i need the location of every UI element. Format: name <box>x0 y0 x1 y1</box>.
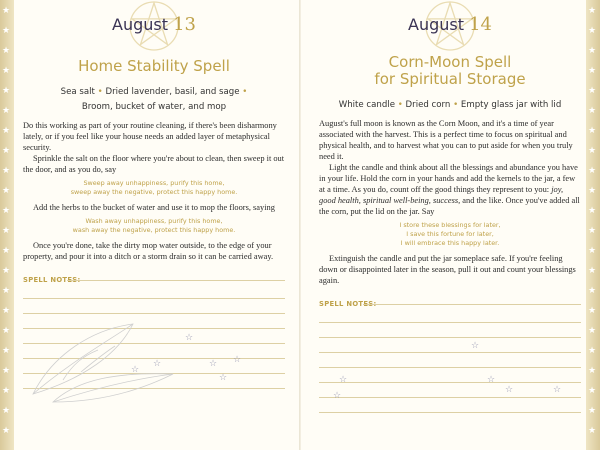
star-icon: ★ <box>588 266 597 276</box>
star-icon: ★ <box>2 326 11 336</box>
bullet-dot: • <box>453 100 459 110</box>
star-icon: ☆ <box>487 375 496 385</box>
ingredients-list <box>319 98 581 113</box>
paragraph: August's full moon is known as the Corn Moon, and it's a time of year associated with the harvest. This is a perfect time to focus on spiritual and physical health, and to harvest what you can to put aside for when you truly need it. <box>319 119 573 161</box>
star-icon: ★ <box>588 286 597 296</box>
leaf-stars-decoration <box>23 284 285 404</box>
date-month: August <box>408 15 464 34</box>
star-icon: ★ <box>588 366 597 376</box>
paragraph: Sprinkle the salt on the floor where you're about to clean, then sweep it out the door, and as you do, say <box>23 154 285 174</box>
chant-line: Wash away unhappiness, purify this home, <box>85 217 223 225</box>
star-icon: ★ <box>588 426 597 436</box>
chant <box>319 221 581 248</box>
star-icon: ☆ <box>339 375 348 385</box>
star-icon: ★ <box>588 6 597 16</box>
paragraph: Once you're done, take the dirty mop water outside, to the edge of your property, and pour it into a ditch or a storm drain so it can be carried away. <box>23 241 274 261</box>
star-icon: ★ <box>588 166 597 176</box>
paragraph-italic: joy, good health, spiritual well-being, success, <box>319 185 564 205</box>
star-icon: ★ <box>2 266 11 276</box>
paragraph: Extinguish the candle and put the jar someplace safe. If you're feeling down or disappointed later in the season, pull it out and count your blessings again. <box>319 254 576 285</box>
paragraph-text: Light the candle and think about all the blessings and abundance you have in your life. Hold the corn in your hands and add the kernels to the jar, a few at a time. As you do, count off the good things they represent to you: <box>319 163 578 194</box>
paragraph-text: and the like. Once you've added all the corn, put the lid on the jar. Say <box>319 196 580 216</box>
chant-line: wash away the negative, protect this happy home. <box>72 226 236 234</box>
date-header <box>319 0 581 50</box>
star-icon: ★ <box>588 126 597 136</box>
note-line <box>363 304 581 305</box>
bullet-dot: • <box>97 87 103 97</box>
star-icon: ★ <box>2 86 11 96</box>
star-icon: ★ <box>2 386 11 396</box>
chant-line: I save this fortune for later, <box>406 230 494 238</box>
star-icon: ★ <box>588 86 597 96</box>
ingredient: Dried corn <box>405 100 451 110</box>
star-icon: ★ <box>2 406 11 416</box>
star-icon: ☆ <box>153 359 162 369</box>
star-icon: ★ <box>588 46 597 56</box>
star-icon: ★ <box>588 326 597 336</box>
chant-line: I store these blessings for later, <box>399 221 501 229</box>
note-line <box>67 280 285 281</box>
date-day: 14 <box>469 14 492 35</box>
star-icon: ★ <box>2 106 11 116</box>
star-icon: ☆ <box>219 373 228 383</box>
star-icon: ★ <box>2 246 11 256</box>
star-icon: ☆ <box>209 359 218 369</box>
star-icon: ★ <box>588 246 597 256</box>
star-icon: ★ <box>588 206 597 216</box>
star-icon: ★ <box>588 226 597 236</box>
paragraph: Do this working as part of your routine cleaning, if there's been disharmony lately, or if you feel like your house needs an added layer of metaphysical security. <box>23 121 277 152</box>
star-icon: ★ <box>2 26 11 36</box>
right-gutter-stars <box>586 0 600 450</box>
star-icon: ★ <box>588 106 597 116</box>
star-icon: ★ <box>2 186 11 196</box>
ingredient: White candle <box>338 100 395 110</box>
date-label <box>23 14 285 35</box>
bullet-dot: • <box>397 100 403 110</box>
star-icon: ☆ <box>233 355 242 365</box>
spell-notes-label: SPELL NOTES: <box>23 276 81 284</box>
spell-notes-area[interactable] <box>23 284 285 389</box>
paragraph: Add the herbs to the bucket of water and use it to mop the floors, saying <box>33 203 275 212</box>
ingredient: Sea salt <box>60 87 95 97</box>
spell-body <box>23 120 285 262</box>
star-icon: ★ <box>2 206 11 216</box>
star-icon: ★ <box>588 306 597 316</box>
star-icon: ★ <box>2 126 11 136</box>
right-page <box>319 0 581 450</box>
chant-line: Sweep away unhappiness, purify this home, <box>83 179 225 187</box>
star-icon: ☆ <box>553 385 562 395</box>
star-icon: ★ <box>2 306 11 316</box>
spell-notes-label: SPELL NOTES: <box>319 300 377 308</box>
star-icon: ☆ <box>471 341 480 351</box>
star-icon: ★ <box>2 146 11 156</box>
ingredient: Empty glass jar with lid <box>460 100 562 110</box>
date-label <box>319 14 581 35</box>
chant-line: sweep away the negative, protect this happy home. <box>70 188 238 196</box>
star-icon: ★ <box>588 66 597 76</box>
star-icon: ★ <box>2 66 11 76</box>
star-icon: ★ <box>2 286 11 296</box>
ingredient: Dried lavender, basil, and sage <box>105 87 240 97</box>
stars-decoration <box>319 308 581 428</box>
star-icon: ★ <box>2 346 11 356</box>
star-icon: ☆ <box>131 365 140 375</box>
chant <box>23 179 285 197</box>
spell-title-line: Corn-Moon Spell <box>388 53 512 71</box>
bullet-dot: • <box>242 87 248 97</box>
star-icon: ☆ <box>185 333 194 343</box>
chant-line: I will embrace this happy later. <box>400 239 500 247</box>
leaf-icon <box>33 324 173 402</box>
star-icon: ★ <box>588 186 597 196</box>
star-icon: ★ <box>2 6 11 16</box>
left-page <box>23 0 285 450</box>
paragraph <box>319 162 581 217</box>
star-icon: ★ <box>588 406 597 416</box>
ingredient: Broom, bucket of water, and mop <box>81 102 227 112</box>
date-day: 13 <box>173 14 196 35</box>
ingredients-list <box>23 85 285 115</box>
spell-title: Home Stability Spell <box>78 57 230 75</box>
star-icon: ★ <box>2 366 11 376</box>
spell-title <box>319 54 581 88</box>
star-icon: ☆ <box>333 391 342 401</box>
star-icon: ★ <box>2 226 11 236</box>
star-icon: ★ <box>588 386 597 396</box>
star-icon: ★ <box>2 426 11 436</box>
left-gutter-stars <box>0 0 14 450</box>
star-icon: ★ <box>588 346 597 356</box>
star-icon: ☆ <box>505 385 514 395</box>
date-month: August <box>112 15 168 34</box>
chant <box>23 217 285 235</box>
spell-notes-area[interactable] <box>319 308 581 413</box>
star-icon: ★ <box>2 46 11 56</box>
star-icon: ★ <box>2 166 11 176</box>
star-icon: ★ <box>588 146 597 156</box>
date-header <box>23 0 285 50</box>
star-icon: ★ <box>588 26 597 36</box>
book-spine <box>299 0 301 450</box>
spell-title-line: for Spiritual Storage <box>374 70 526 88</box>
spell-body <box>319 118 581 286</box>
